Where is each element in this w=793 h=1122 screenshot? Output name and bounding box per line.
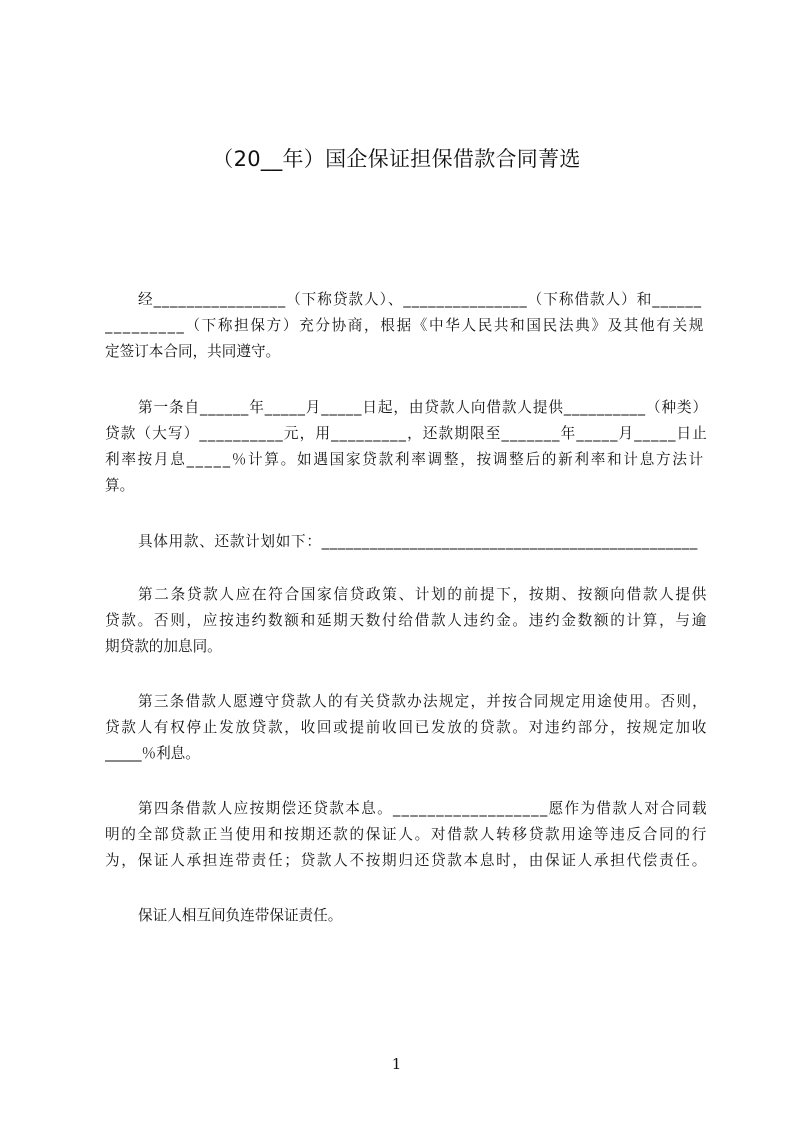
paragraph-line: 利率按月息_____％计算。如遇国家贷款利率调整，按调整后的新利率和计息方法计 [105,451,705,468]
paragraph-line: 定签订本合同，共同遵守。 [105,343,281,360]
paragraph-line: _____％利息。 [105,745,200,762]
paragraph-line: 具体用款、还款计划如下：_______________________________________________ [138,533,698,550]
paragraph-line: 贷款人有权停止发放贷款，收回或提前收回已发放的贷款。对违约部分，按规定加收 [105,719,708,736]
paragraph-line: 第三条借款人愿遵守贷款人的有关贷款办法规定，并按合同规定用途使用。否则， [138,693,708,710]
paragraph-line: 贷款（大写）__________元，用_________，还款期限至_______年_____月_____日止 [105,425,708,442]
paragraph-line: 经________________（下称贷款人）、_______________（下称借款人）和______ [138,291,702,308]
paragraph-line: 期贷款的加息同。 [105,638,222,655]
paragraph-line: 第四条借款人应按期偿还贷款本息。__________________愿作为借款人对合同载 [138,800,708,817]
paragraph-line: 为，保证人承担连带责任；贷款人不按期归还贷款本息时，由保证人承担代偿责任。 [105,852,708,869]
paragraph-line: 第一条自______年_____月_____日起，由贷款人向借款人提供__________（种类） [138,399,708,416]
paragraph-line: _________（下称担保方）充分协商，根据《中华人民共和国民法典》及其他有关规 [105,317,705,334]
paragraph-line: 第二条贷款人应在符合国家信贷政策、计划的前提下，按期、按额向借款人提供 [138,586,708,603]
paragraph-line: 明的全部贷款正当使用和按期还款的保证人。对借款人转移贷款用途等违反合同的行 [105,826,708,843]
paragraph-line: 贷款。否则，应按违约数额和延期天数付给借款人违约金。违约金数额的计算，与逾 [105,612,708,629]
paragraph-line: 保证人相互间负连带保证责任。 [138,907,343,924]
page-number: 1 [391,1055,402,1073]
document-title: （20__年）国企保证担保借款合同菁选 [212,147,581,171]
paragraph-line: 算。 [105,477,135,494]
